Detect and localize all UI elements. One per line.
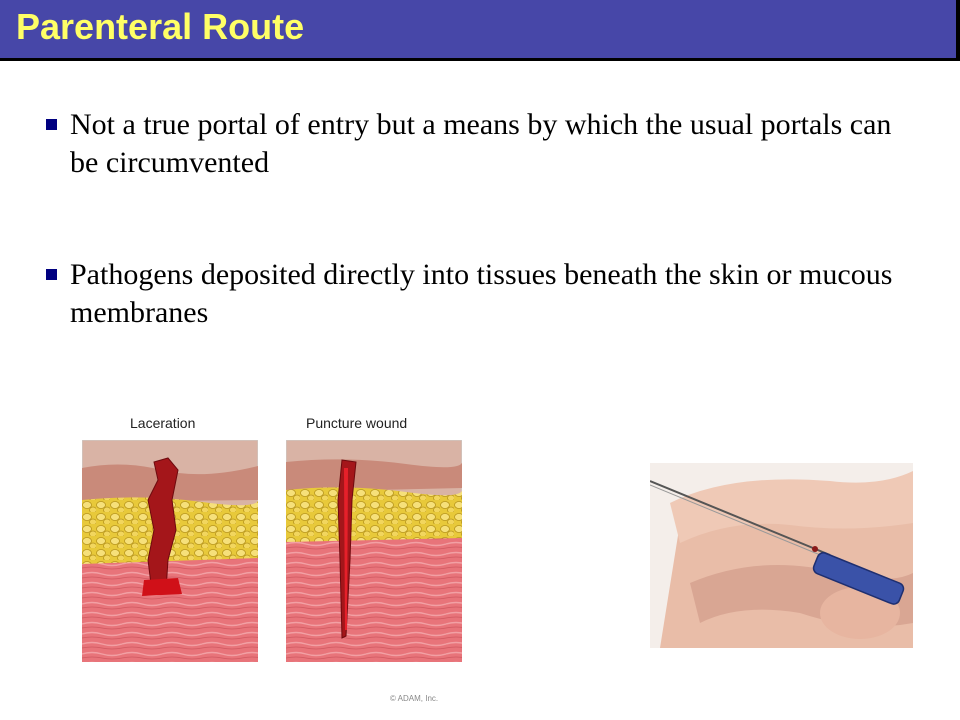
bullet-text: Pathogens deposited directly into tissues beneath the skin or mucous membranes [70,258,893,329]
bullet-square-icon [46,119,57,130]
bullet-text: Not a true portal of entry but a means by which the usual portals can be circumvented [70,108,892,179]
laceration-label: Laceration [130,415,196,431]
bullet-item [46,256,926,332]
laceration-illustration [82,440,258,662]
puncture-wound-illustration [286,440,462,662]
copyright-text: © ADAM, Inc. [390,694,439,703]
bullet-square-icon [46,269,57,280]
title-bar [0,0,960,61]
slide-title: Parenteral Route [16,6,305,47]
needle-stick-photo [650,463,913,648]
puncture-wound-label: Puncture wound [306,415,408,431]
bullet-item [46,106,926,182]
